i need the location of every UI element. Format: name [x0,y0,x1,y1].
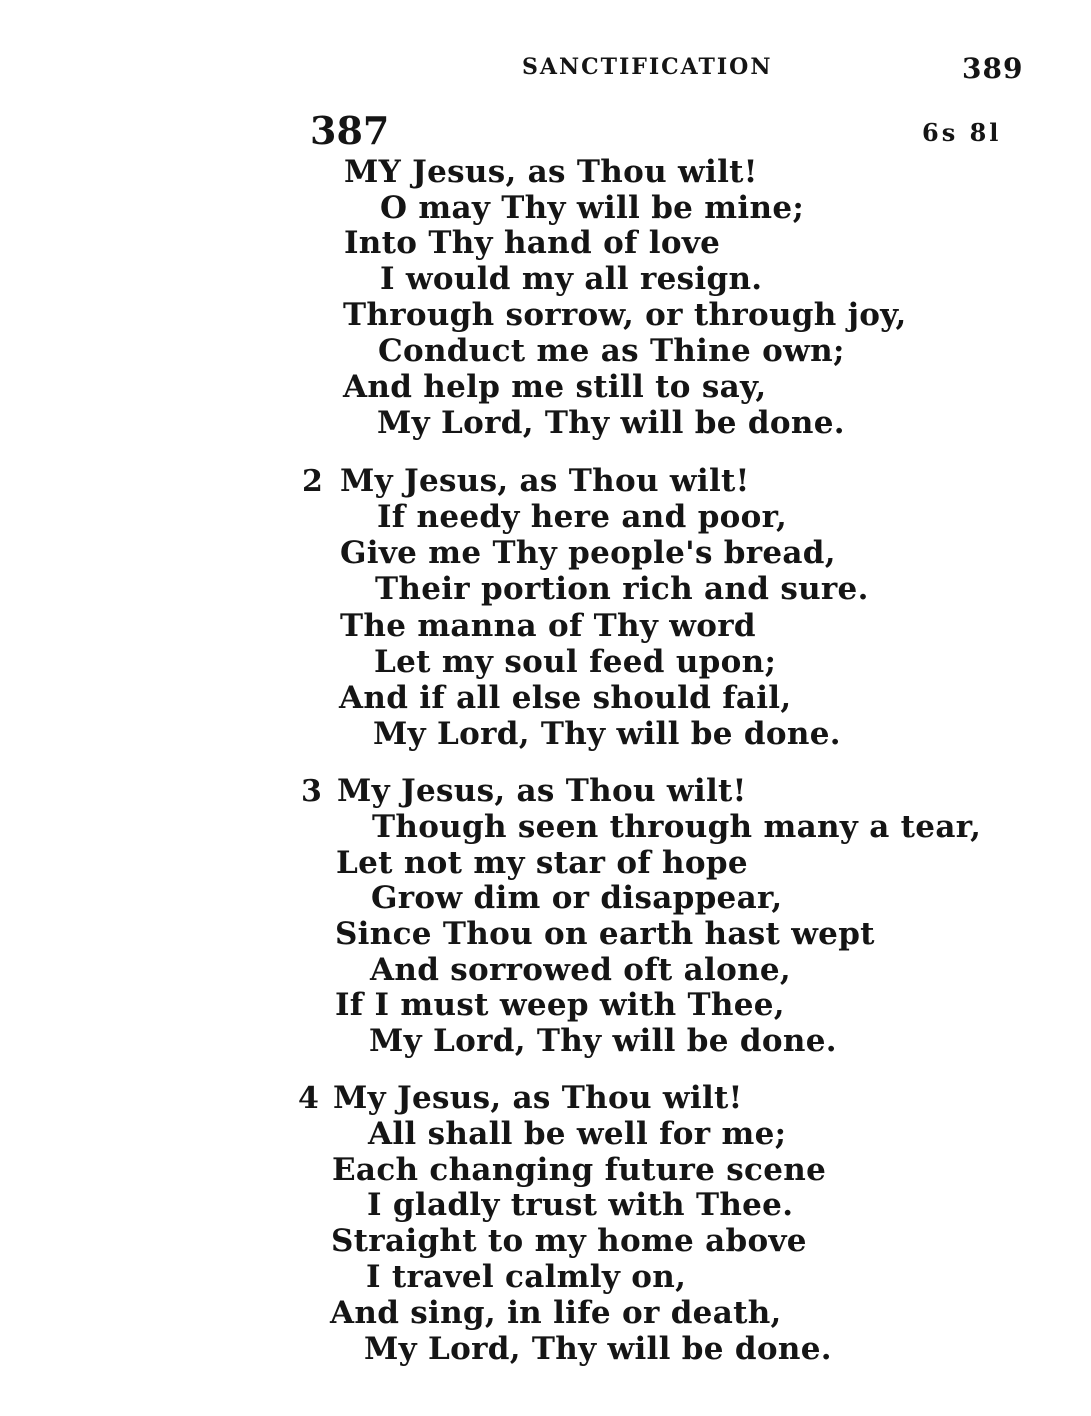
hymn-meter: 6s 8l [922,118,1002,147]
stanza-line: Since Thou on earth hast wept [335,916,875,952]
stanza-number: 3 [301,774,322,809]
stanza-line: My Lord, Thy will be done. [369,1023,837,1059]
stanza-line: Conduct me as Thine own; [378,333,845,369]
stanza-line: Into Thy hand of love [344,225,721,261]
stanza-line: My Jesus, as Thou wilt! [340,463,750,499]
stanza-line: Though seen through many a tear, [372,809,982,845]
stanza-line: My Lord, Thy will be done. [373,716,841,752]
stanza-line: Let not my star of hope [336,845,748,881]
section-title: SANCTIFICATION [522,54,773,80]
stanza-line: If I must weep with Thee, [335,987,785,1023]
stanza-line: My Lord, Thy will be done. [364,1331,832,1367]
stanza-line: And sing, in life or death, [330,1295,782,1331]
stanza-line: And if all else should fail, [339,680,792,716]
stanza-line: O may Thy will be mine; [380,190,805,226]
stanza-line: Straight to my home above [331,1223,807,1259]
stanza-number: 4 [298,1081,319,1116]
stanza-line: All shall be well for me; [368,1116,787,1152]
stanza-number: 2 [302,464,323,499]
stanza-line: MY Jesus, as Thou wilt! [344,154,758,190]
stanza-line: Grow dim or disappear, [371,880,783,916]
stanza-line: The manna of Thy word [340,608,756,644]
stanza-line: My Lord, Thy will be done. [377,405,845,441]
stanza-line: My Jesus, as Thou wilt! [337,773,747,809]
stanza-line: And sorrowed oft alone, [370,952,792,988]
hymn-number: 387 [310,108,390,153]
stanza-line: I travel calmly on, [366,1259,687,1295]
stanza-line: If needy here and poor, [377,499,788,535]
stanza-line: And help me still to say, [343,369,767,405]
stanza-line: I would my all resign. [380,261,763,297]
stanza-line: Through sorrow, or through joy, [343,297,907,333]
stanza-line: Give me Thy people's bread, [340,535,836,571]
stanza-line: Each changing future scene [332,1152,827,1188]
page-header [0,52,1091,92]
stanza-line: Their portion rich and sure. [375,571,869,607]
stanza-line: My Jesus, as Thou wilt! [333,1080,743,1116]
page-number: 389 [962,52,1024,85]
stanza-line: Let my soul feed upon; [374,644,777,680]
stanza-line: I gladly trust with Thee. [367,1187,794,1223]
